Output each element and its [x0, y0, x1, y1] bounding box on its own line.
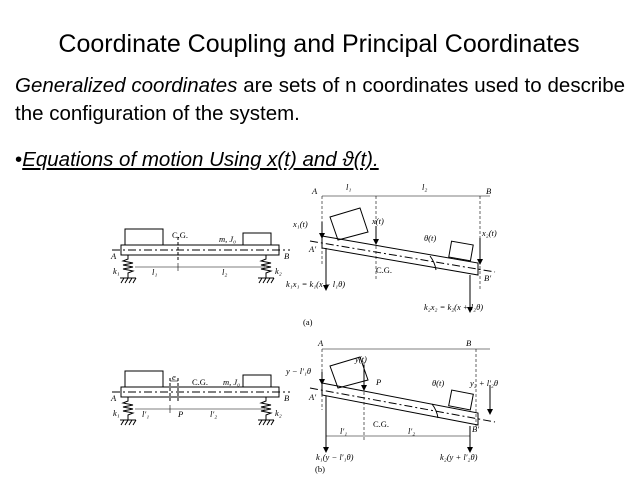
a-right-x1t-label: x₁(t): [293, 219, 308, 229]
b-left-e-label: e: [172, 372, 176, 382]
tilted-beam: [322, 383, 478, 425]
a-left-B-label: B: [284, 251, 290, 261]
tilted-block-left: [330, 208, 368, 240]
a-right-cg-label: C.G.: [376, 265, 393, 275]
tilted-block-right: [449, 241, 473, 261]
b-right-P-label: P: [376, 377, 382, 387]
b-right-Bprime-label: B′: [472, 424, 480, 434]
a-left-k1-label: k₁: [113, 266, 120, 276]
spring-k1: [123, 397, 133, 420]
a-left-l2-label: l₂: [222, 267, 228, 277]
block-left: [125, 229, 163, 245]
definition-term: Generalized coordinates: [15, 74, 238, 97]
block-right: [243, 233, 271, 245]
a-right-Bprime-label: B′: [484, 273, 492, 283]
b-right-l1p-label: l′₁: [340, 426, 348, 436]
a-left-cg-label: C.G.: [172, 230, 189, 240]
b-right-leftdisp-label: y − l′₁θ: [286, 366, 312, 376]
a-right-l2-label: l₂: [422, 182, 428, 192]
b-right-yt-label: y(t): [355, 354, 367, 364]
a-right-theta-label: θ(t): [424, 233, 437, 243]
b-right-theta-label: θ(t): [432, 378, 445, 388]
b-right-l2p-label: l′₂: [408, 426, 416, 436]
block-right: [243, 375, 271, 387]
b-left-l2p-label: l′₂: [210, 409, 218, 419]
b-left-k2-label: k₂: [275, 408, 282, 418]
b-right-A-label: A: [318, 338, 324, 348]
beam-diagram-a-left: [112, 229, 290, 283]
definition-text: are sets of n coordinates used to describe the configuration of the system.: [15, 74, 626, 125]
b-left-cg-label: C.G.: [192, 377, 209, 387]
tilted-block-right: [449, 390, 474, 410]
block-left: [125, 371, 163, 387]
b-left-P-label: P: [178, 409, 184, 419]
b-right-B-label: B: [466, 338, 472, 348]
a-left-mass-label: m, J₀: [219, 234, 237, 244]
beam-diagram-b-right: [310, 349, 495, 452]
b-left-A-label: A: [111, 393, 117, 403]
b-right-Aprime-label: A′: [309, 392, 317, 402]
b-left-B-label: B: [284, 393, 290, 403]
a-right-l1-label: l₁: [346, 182, 352, 192]
figure-b-caption: (b): [315, 464, 325, 474]
a-right-spring2-label: k₂x₂ = k₂(x + l₂θ): [424, 302, 484, 312]
spring-k2: [261, 397, 271, 420]
b-right-rightdisp-label: y₂ + l′₂θ: [470, 378, 499, 388]
slide-title: Coordinate Coupling and Principal Coordinates: [58, 30, 580, 58]
bullet-marker: •: [15, 148, 23, 171]
b-left-k1-label: k₁: [113, 408, 120, 418]
spring-k2: [261, 255, 271, 278]
a-right-xt-label: x(t): [372, 216, 384, 226]
b-right-spring2-label: k₂(y + l′₂θ): [440, 452, 478, 462]
a-right-Aprime-label: A′: [309, 244, 317, 254]
a-left-l1-label: l₁: [152, 267, 158, 277]
a-right-spring1-label: k₁x₁ = k₁(x − l₁θ): [286, 279, 346, 289]
b-right-cg-label: C.G.: [373, 419, 390, 429]
a-right-A-label: A: [312, 186, 318, 196]
b-right-spring1-label: k₁(y − l′₁θ): [316, 452, 354, 462]
figure-a-caption: (a): [303, 317, 313, 327]
b-left-l1p-label: l′₁: [142, 409, 150, 419]
a-left-k2-label: k₂: [275, 266, 282, 276]
spring-k1: [123, 255, 133, 278]
a-right-x2t-label: x₂(t): [482, 228, 497, 238]
bullet-text: Equations of motion Using x(t) and ϑ(t).: [22, 148, 379, 171]
b-left-mass-label: m, J₀: [223, 377, 241, 387]
beam-diagram-a-right: [310, 196, 495, 312]
a-left-A-label: A: [111, 251, 117, 261]
a-right-B-label: B: [486, 186, 492, 196]
